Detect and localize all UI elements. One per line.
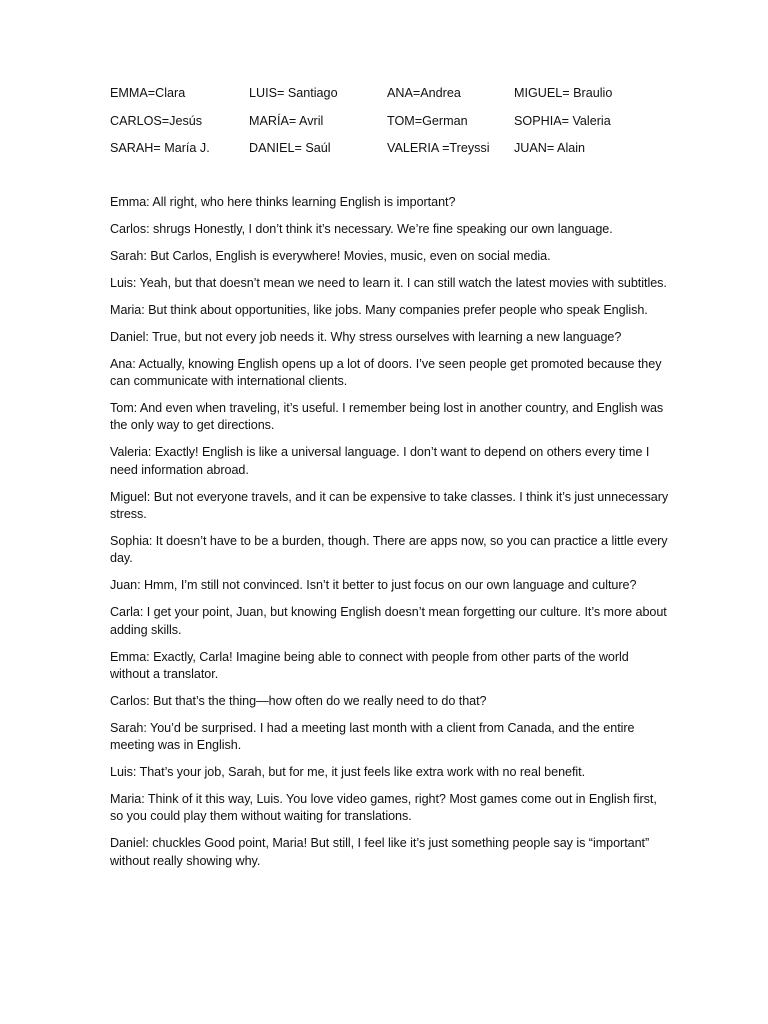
cast-entry: SARAH= María J. xyxy=(110,141,210,155)
dialogue-line: Carla: I get your point, Juan, but knowing English doesn’t mean forgetting our culture. It’s more about adding skills. xyxy=(110,605,667,637)
cast-row xyxy=(110,140,670,168)
cast-entry: TOM=German xyxy=(387,113,468,128)
dialogue-line: Emma: Exactly, Carla! Imagine being able to connect with people from other parts of the world without a translator. xyxy=(110,649,629,681)
dialogue-line: Luis: Yeah, but that doesn’t mean we need to learn it. I can still watch the latest movies with subtitles. xyxy=(110,275,667,290)
dialogue-line: Carlos: But that’s the thing—how often do we really need to do that? xyxy=(110,693,487,708)
cast-entry: ANA=Andrea xyxy=(387,86,461,100)
dialogue-line: Miguel: But not everyone travels, and it can be expensive to take classes. I think it’s just unnecessary stress. xyxy=(110,489,669,522)
cast-row xyxy=(110,113,670,141)
dialogue-line: Emma: All right, who here thinks learning English is important? xyxy=(110,195,456,209)
dialogue-line: Juan: Hmm, I’m still not convinced. Isn’t it better to just focus on our own language and culture? xyxy=(110,578,637,593)
dialogue-line: Maria: But think about opportunities, like jobs. Many companies prefer people who speak English. xyxy=(110,302,648,317)
dialogue-line: Valeria: Exactly! English is like a universal language. I don’t want to depend on others every time I need information abroad. xyxy=(110,445,650,477)
dialogue-line: Tom: And even when traveling, it’s useful. I remember being lost in another country, and English was the only way to get directions. xyxy=(110,401,664,433)
cast-entry: JUAN= Alain xyxy=(514,141,586,155)
dialogue-line: Carlos: shrugs Honestly, I don’t think it’s necessary. We’re fine speaking our own language. xyxy=(110,221,613,236)
dialogue-line: Maria: Think of it this way, Luis. You love video games, right? Most games come out in English first, so you could play them without waiting for translations. xyxy=(110,792,657,824)
dialogue-line: Sarah: But Carlos, English is everywhere! Movies, music, even on social media. xyxy=(110,248,551,263)
cast-entry: VALERIA =Treyssi xyxy=(387,141,490,155)
dialogue-line: Ana: Actually, knowing English opens up a lot of doors. I’ve seen people get promoted because they can communicate with international clients. xyxy=(110,356,662,389)
dialogue-line: Sarah: You’d be surprised. I had a meeting last month with a client from Canada, and the entire meeting was in English. xyxy=(110,720,635,753)
cast-entry: CARLOS=Jesús xyxy=(110,113,203,128)
cast-entry: DANIEL= Saúl xyxy=(249,141,331,155)
cast-row xyxy=(110,85,670,113)
cast-entry: EMMA=Clara xyxy=(110,86,186,100)
cast-entry: SOPHIA= Valeria xyxy=(514,113,611,128)
cast-entry: MIGUEL= Braulio xyxy=(514,86,613,100)
dialogue-line: Daniel: chuckles Good point, Maria! But still, I feel like it’s just something people say is “important” without really showing why. xyxy=(110,836,650,868)
cast-entry: MARÍA= Avril xyxy=(249,113,324,128)
dialogue-line: Daniel: True, but not every job needs it. Why stress ourselves with learning a new language? xyxy=(110,329,622,344)
dialogue-line: Sophia: It doesn’t have to be a burden, though. There are apps now, so you can practice a little every day. xyxy=(110,534,668,566)
cast-list xyxy=(110,85,670,168)
dialogue-text xyxy=(110,194,670,880)
dialogue-line: Luis: That’s your job, Sarah, but for me, it just feels like extra work with no real benefit. xyxy=(110,765,586,780)
cast-entry: LUIS= Santiago xyxy=(249,86,338,100)
